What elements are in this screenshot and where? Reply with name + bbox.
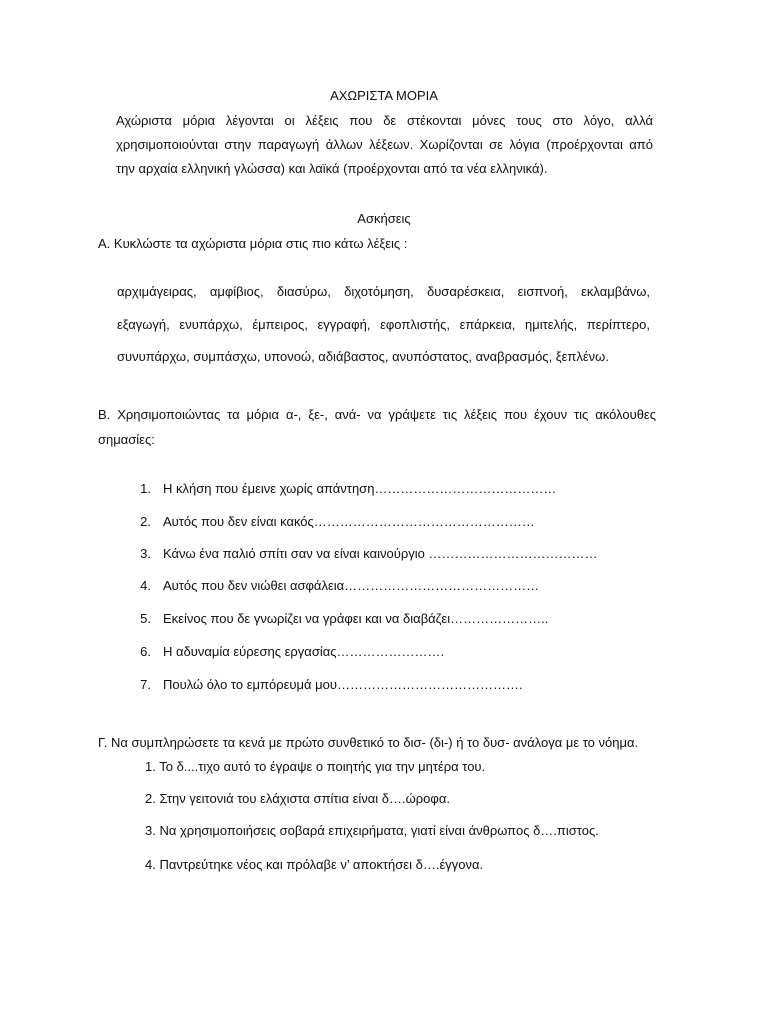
- list-item: [127, 677, 523, 693]
- section-b-instruction-1: Β. Χρησιμοποιώντας τα μόρια α-, ξε-, ανά- να γράψετε τις λέξεις που έχουν τις ακόλουθες: [98, 407, 656, 422]
- list-item: [127, 611, 548, 627]
- list-item-number: 2.: [140, 514, 151, 529]
- list-item-text: Εκείνος που δε γνωρίζει να γράφει και να διαβάζει…………………..: [163, 611, 549, 626]
- section-a-words-3: συνυπάρχω, συμπάσχω, υπονοώ, αδιάβαστος, ανυπόστατος, αναβρασμός, ξεπλένω.: [117, 349, 609, 364]
- list-item: [127, 546, 597, 562]
- list-item-number: 1.: [140, 481, 151, 496]
- list-item-number: 5.: [140, 611, 151, 626]
- intro-line-3: την αρχαία ελληνική γλώσσα) και λαϊκά (προέρχονται από τα νέα ελληνικά).: [116, 161, 548, 176]
- section-a-words-1: αρχιμάγειρας, αμφίβιος, διασύρω, διχοτόμηση, δυσαρέσκεια, εισπνοή, εκλαμβάνω,: [117, 284, 650, 299]
- list-item-number: 4.: [140, 578, 151, 593]
- list-item-text: Η αδυναμία εύρεσης εργασίας…………………….: [163, 644, 445, 659]
- list-item: 3. Να χρησιμοποιήσεις σοβαρά επιχειρήματα, γιατί είναι άνθρωπος δ….πιστος.: [145, 823, 599, 838]
- list-item: [127, 578, 539, 594]
- list-item: [127, 644, 444, 660]
- list-item: 1. Το δ....τιχο αυτό το έγραψε ο ποιητής για την μητέρα του.: [145, 759, 486, 774]
- section-a-instruction: Α. Κυκλώστε τα αχώριστα μόρια στις πιο κάτω λέξεις :: [98, 236, 408, 251]
- section-a-words-2: εξαγωγή, ενυπάρχω, έμπειρος, εγγραφή, εφοπλιστής, επάρκεια, ημιτελής, περίπτερο,: [117, 317, 650, 332]
- list-item: [127, 481, 556, 497]
- list-item-text: Η κλήση που έμεινε χωρίς απάντηση……………………………………: [163, 481, 557, 496]
- section-c-instruction: Γ. Να συμπληρώσετε τα κενά με πρώτο συνθετικό το δισ- (δι-) ή το δυσ- ανάλογα με το νόημα.: [98, 735, 639, 750]
- exercises-heading: Ασκήσεις: [357, 211, 411, 226]
- intro-line-2: χρησιμοποιούνται στην παραγωγή άλλων λέξεων. Χωρίζονται σε λόγια (προέρχονται από: [116, 137, 653, 152]
- list-item-text: Κάνω ένα παλιό σπίτι σαν να είναι καινούργιο …………………………………: [163, 546, 598, 561]
- list-item-text: Αυτός που δεν νιώθει ασφάλεια………………………………………: [163, 578, 540, 593]
- list-item: 4. Παντρεύτηκε νέος και πρόλαβε ν’ αποκτήσει δ….έγγονα.: [145, 857, 484, 872]
- section-b-instruction-2: σημασίες:: [98, 432, 155, 447]
- page-title: ΑΧΩΡΙΣΤΑ ΜΟΡΙΑ: [330, 88, 438, 103]
- list-item-text: Αυτός που δεν είναι κακός……………………………………………: [163, 514, 535, 529]
- list-item-number: 6.: [140, 644, 151, 659]
- list-item-number: 7.: [140, 677, 151, 692]
- list-item-number: 3.: [140, 546, 151, 561]
- list-item: [127, 514, 535, 530]
- intro-line-1: Αχώριστα μόρια λέγονται οι λέξεις που δε στέκονται μόνες τους στο λόγο, αλλά: [116, 113, 653, 128]
- list-item-text: Πουλώ όλο το εμπόρευμά μου…………………………………….: [163, 677, 523, 692]
- list-item: 2. Στην γειτονιά του ελάχιστα σπίτια είναι δ….ώροφα.: [145, 791, 450, 806]
